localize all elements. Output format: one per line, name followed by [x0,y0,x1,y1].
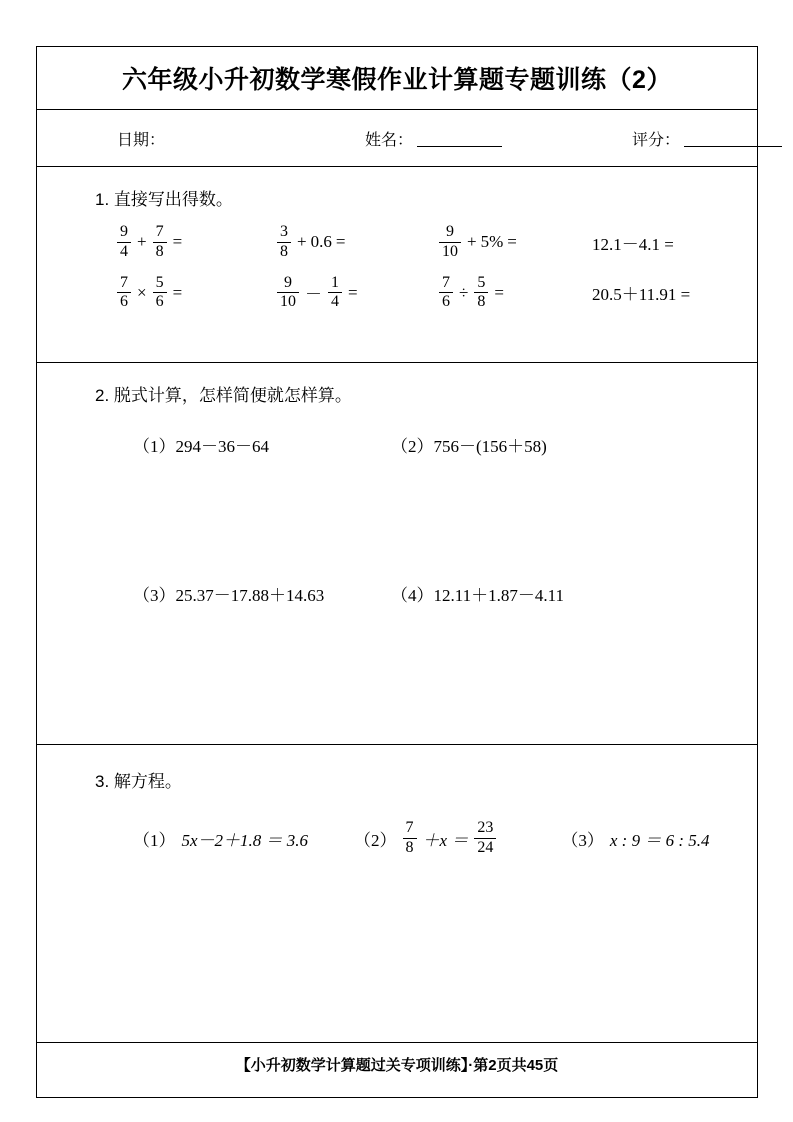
fraction: $\frac{9}{10}$ [277,275,299,312]
problem-3-1 [133,826,354,851]
operator: － [305,285,322,305]
problem-2-3: （3）25.37－17.88＋14.63 [133,586,325,605]
expression: x : 9 ＝ 6 : 5.4 [609,830,710,850]
fraction: $\frac{9}{10}$ [439,224,461,261]
name-field[interactable] [365,127,502,150]
page-title: 六年级小升初数学寒假作业计算题专题训练（2） [122,66,672,94]
equals-sign: = [335,232,346,252]
section-2-row-2 [133,581,757,606]
name-blank[interactable] [417,145,502,147]
fraction: $\frac{9}{4}$ [117,224,131,261]
fraction: $\frac{5}{6}$ [153,275,167,312]
problem-2-4: （4）12.11＋1.87－4.11 [391,586,564,605]
section-3-heading: 3. 解方程。 [95,772,182,791]
operand: 5% [480,232,504,252]
equals-sign: = [348,282,358,302]
equals-sign: = [494,282,504,302]
problem-1-3 [437,224,592,261]
fraction: $\frac{7}{6}$ [117,275,131,312]
operator: + [137,232,147,252]
score-blank[interactable] [684,145,782,147]
info-band [37,110,757,167]
operator: + [467,232,477,252]
problem-label: （2） [354,830,397,850]
expression-middle: ＋x ＝ [422,830,469,850]
operand: 0.6 [310,232,332,252]
expression: 12.1－4.1 = [592,234,674,254]
problem-1-5 [115,275,275,312]
section-stepwise-calculation [37,363,757,745]
problem-1-7 [437,275,592,312]
section-3-row-1 [133,820,757,857]
expression: 20.5＋11.91 = [592,285,691,305]
fraction: $\frac{1}{4}$ [328,275,342,312]
problem-1-4 [592,230,674,255]
problem-2-1: （1）294－36－64 [133,437,269,456]
section-oral-calculation [37,167,757,363]
expression: 5x－2＋1.8 ＝ 3.6 [181,830,309,850]
worksheet-frame [36,46,758,1098]
score-label: 评分： [632,131,681,149]
problem-1-6 [275,275,437,312]
problem-2-2: （2）756－(156＋58) [391,437,547,456]
problem-label: （3） [561,830,604,850]
equals-sign: = [172,282,183,302]
page-footer: 【小升初数学计算题过关专项训练】·第2页共45页 [235,1057,559,1074]
operator: ÷ [459,282,469,302]
date-field[interactable] [117,127,165,150]
fraction: $\frac{3}{8}$ [277,224,291,261]
problem-1-2 [275,224,437,261]
problem-3-3 [561,826,757,851]
footer-band [37,1043,757,1097]
operator: × [137,282,147,302]
fraction: $\frac{7}{6}$ [439,275,453,312]
operator: + [297,232,307,252]
problem-label: （1） [133,830,176,850]
fraction: $\frac{5}{8}$ [474,275,488,312]
equals-sign: = [507,232,517,252]
problem-1-1 [115,224,275,261]
problem-3-2 [354,820,561,857]
problem-1-8 [592,280,690,305]
fraction: $\frac{7}{8}$ [403,820,417,857]
section-1-row-2 [115,275,757,312]
section-1-heading: 1. 直接写出得数。 [95,190,233,209]
section-equations [37,745,757,1043]
name-label: 姓名： [365,131,414,149]
fraction: $\frac{23}{24}$ [474,820,496,857]
fraction: $\frac{7}{8}$ [153,224,167,261]
equals-sign: = [172,232,183,252]
score-field[interactable] [632,127,782,150]
date-label: 日期： [117,131,166,149]
section-2-row-1 [133,432,757,457]
section-2-heading: 2. 脱式计算，怎样简便就怎样算。 [95,386,352,405]
title-band [37,47,757,110]
section-1-row-1 [115,224,757,261]
